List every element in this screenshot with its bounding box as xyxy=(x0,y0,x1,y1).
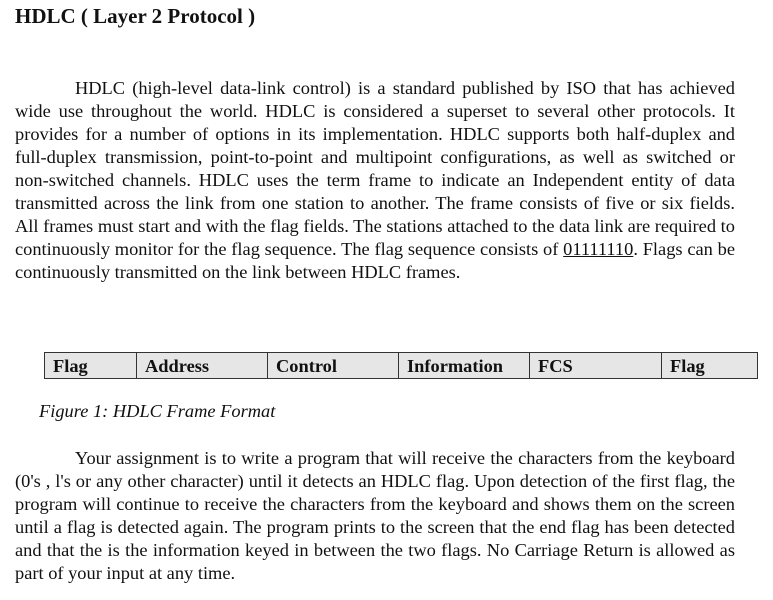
field-flag-end: Flag xyxy=(662,353,758,379)
figure-caption: Figure 1: HDLC Frame Format xyxy=(39,401,276,421)
flag-sequence-value: 01111110 xyxy=(563,239,634,259)
field-information: Information xyxy=(399,353,530,379)
intro-text: HDLC (high-level data-link control) is a standard published by ISO that has achieved wide use throughout the world. HDLC is considered a superset to several other protocols. It provides for a number of options in its implementation. HDLC supports both half-duplex and full-duplex transmission, point-to-point and multipoint configurations, as well as switched or non-switched channels. HDLC uses the term frame to indicate an Independent entity of data transmitted across the link from one station to another. The frame consists of five or six fields. All frames must start and with the flag fields. The stations attached to the data link are required to continuously monitor for the flag sequence. The flag sequence consists of xyxy=(15,78,735,259)
hdlc-frame-format-table xyxy=(44,352,758,379)
intro-text-end: . Flags can be continuously transmitted on the link between HDLC frames. xyxy=(15,239,736,282)
assignment-paragraph xyxy=(15,447,735,585)
field-address: Address xyxy=(137,353,268,379)
intro-paragraph xyxy=(15,77,735,284)
field-fcs: FCS xyxy=(530,353,662,379)
document-title: HDLC ( Layer 2 Protocol ) xyxy=(15,4,256,28)
field-control: Control xyxy=(268,353,399,379)
field-flag-start: Flag xyxy=(45,353,137,379)
assignment-text: Your assignment is to write a program that will receive the characters from the keyboard (0's , l's or any other character) until it detects an HDLC flag. Upon detection of the first flag, the program will continue to receive the characters from the keyboard and shows them on the screen until a flag is detected again. The program prints to the screen that the end flag has been detected and that the is the information keyed in between the two flags. No Carriage Return is allowed as part of your input at any time. xyxy=(15,448,735,583)
